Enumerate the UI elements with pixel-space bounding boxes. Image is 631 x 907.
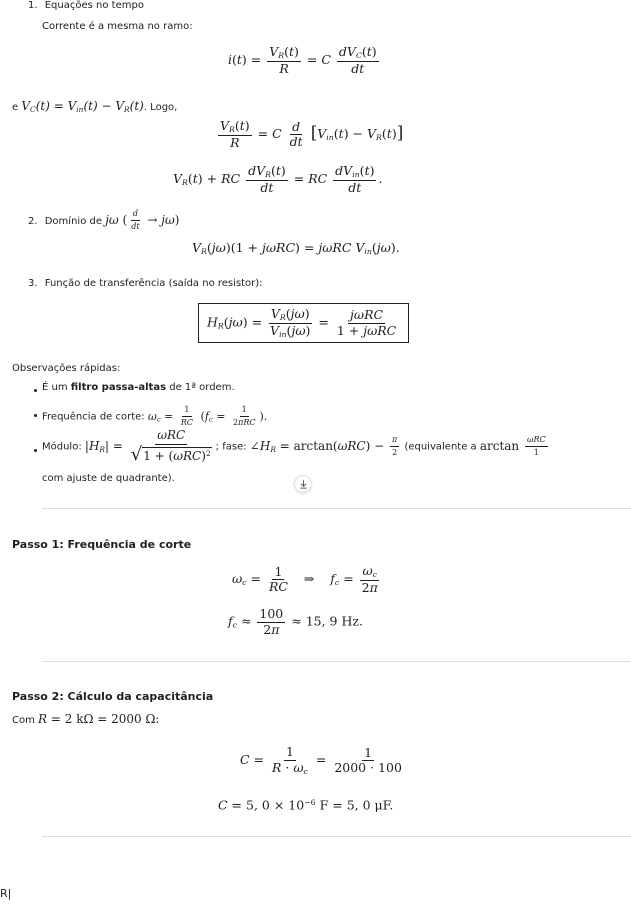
obs-b3-equiv: (equivalente a [401, 441, 480, 453]
text-cursor-fragment[interactable]: R| [0, 887, 12, 900]
section-1-title: Equações no tempo [44, 0, 144, 11]
passo-2-given: Com R = 2 kΩ = 2000 Ω: [12, 712, 160, 726]
section-3-heading [28, 278, 263, 291]
cap-result: 5, 0 × 10 [246, 797, 305, 813]
observation-highpass [42, 382, 235, 395]
divider [42, 661, 631, 662]
equation-derivative: $\frac{V_R(t)}{R}$ = C $\frac{d}{dt}$ $[V_{in}(t) - V_R(t)]$ [220, 118, 404, 150]
download-icon-glyph [299, 480, 308, 489]
transfer-function-boxed: $H_R(j\omega)$ = $\frac{V_R(j\omega)}{V_{in}(j\omega)}$ = $\frac{\text{jωRC}}{\text{1 + jωRC}}$ [198, 303, 409, 343]
bullet-dot [34, 389, 37, 392]
obs-b1-pre: É um [42, 382, 71, 393]
obs-b1-bold: filtro passa-altas [70, 382, 167, 393]
cap-exp: −6 [304, 798, 316, 807]
section-2-title: Domínio de [44, 216, 102, 227]
obs-b3-pre: Módulo: [42, 441, 85, 453]
cap-unit: F = 5, 0 μF. [315, 797, 394, 813]
equation-frequency-domain: $V_R(j\omega)(1 + j\omega RC) = j\omega RC$ $V_{in}(j\omega)$. [192, 240, 400, 256]
passo-2-with: Com [12, 715, 35, 726]
section-1-intro: Corrente é a mesma no ramo: [42, 21, 193, 32]
section-3-number: 3. [28, 278, 38, 289]
observation-cutoff: Frequência de corte: $\omega_c$ = $\frac{1}{RC}$ ($f_c$ = $\frac{1}{\text{2πRC}}$ ). [42, 405, 268, 427]
bullet-dot [34, 414, 37, 417]
divider [42, 836, 631, 837]
equation-capacitance-formula: C = $\frac{1}{R \cdot \omega_c}$ = $\frac{1}{2000 \cdot 100}$ [240, 744, 402, 776]
observation-quadrant: com ajuste de quadrante). [42, 473, 175, 484]
equation-fc-value: $f_c$ ≈ $\frac{100}{2\pi}$ ≈ 15, 9 Hz. [228, 606, 363, 637]
eq-line-prefix: e [12, 102, 19, 113]
section-3-title: Função de transferência (saída no resistor): [44, 278, 263, 289]
obs-b3-fase: ; fase: [215, 441, 250, 453]
equation-line-vc: e $V_C(t) = V_{in}(t) - V_R(t)$. Logo, [12, 99, 178, 114]
observation-magnitude-phase: Módulo: $|H_R|$ = ωRC √ $1 + (\omega RC)^2$ ; fase: $\angle H_R = \arctan(\omega RC)$ − $\frac{\pi}{2}$ (equivalente a arctan $\frac{\text{ωRC}}{1}$ [42, 428, 546, 465]
equation-ode: $V_R(t)$ + RC $\frac{dV_R(t)}{dt}$ = RC $\frac{dV_{in}(t)}{dt}$ . [173, 163, 383, 195]
bullet-dot [34, 449, 37, 452]
section-1-heading [28, 0, 144, 13]
observations-title: Observações rápidas: [12, 363, 121, 374]
section-2-heading: 2. Domínio de jω ( $\frac{d}{dt}$ → jω) [28, 209, 180, 231]
equation-omega-c: $\omega_c$ = $\frac{1}{RC}$ ⇒ $f_c$ = $\frac{\omega_c}{2\pi}$ [232, 563, 378, 595]
eq-line-suffix: . Logo, [143, 102, 178, 113]
section-1-number: 1. [28, 0, 38, 11]
equation-capacitance-result: C = 5, $0 \times 10^{-6}$ F = 5, 0 μF. [218, 797, 394, 813]
download-icon[interactable] [294, 475, 312, 493]
obs-b1-post: de 1ª ordem. [166, 382, 235, 393]
obs-b2-pre: Frequência de corte: [42, 411, 148, 423]
equation-current: i(t) = $\frac{V_R(t)}{R}$ = C $\frac{dV_C(t)}{dt}$ [228, 44, 377, 76]
passo-2-title: Passo 2: Cálculo da capacitância [12, 690, 214, 703]
fc-value: 15, 9 Hz. [305, 613, 363, 629]
section-2-number: 2. [28, 216, 38, 227]
divider [42, 508, 631, 509]
passo-1-title: Passo 1: Frequência de corte [12, 538, 192, 551]
